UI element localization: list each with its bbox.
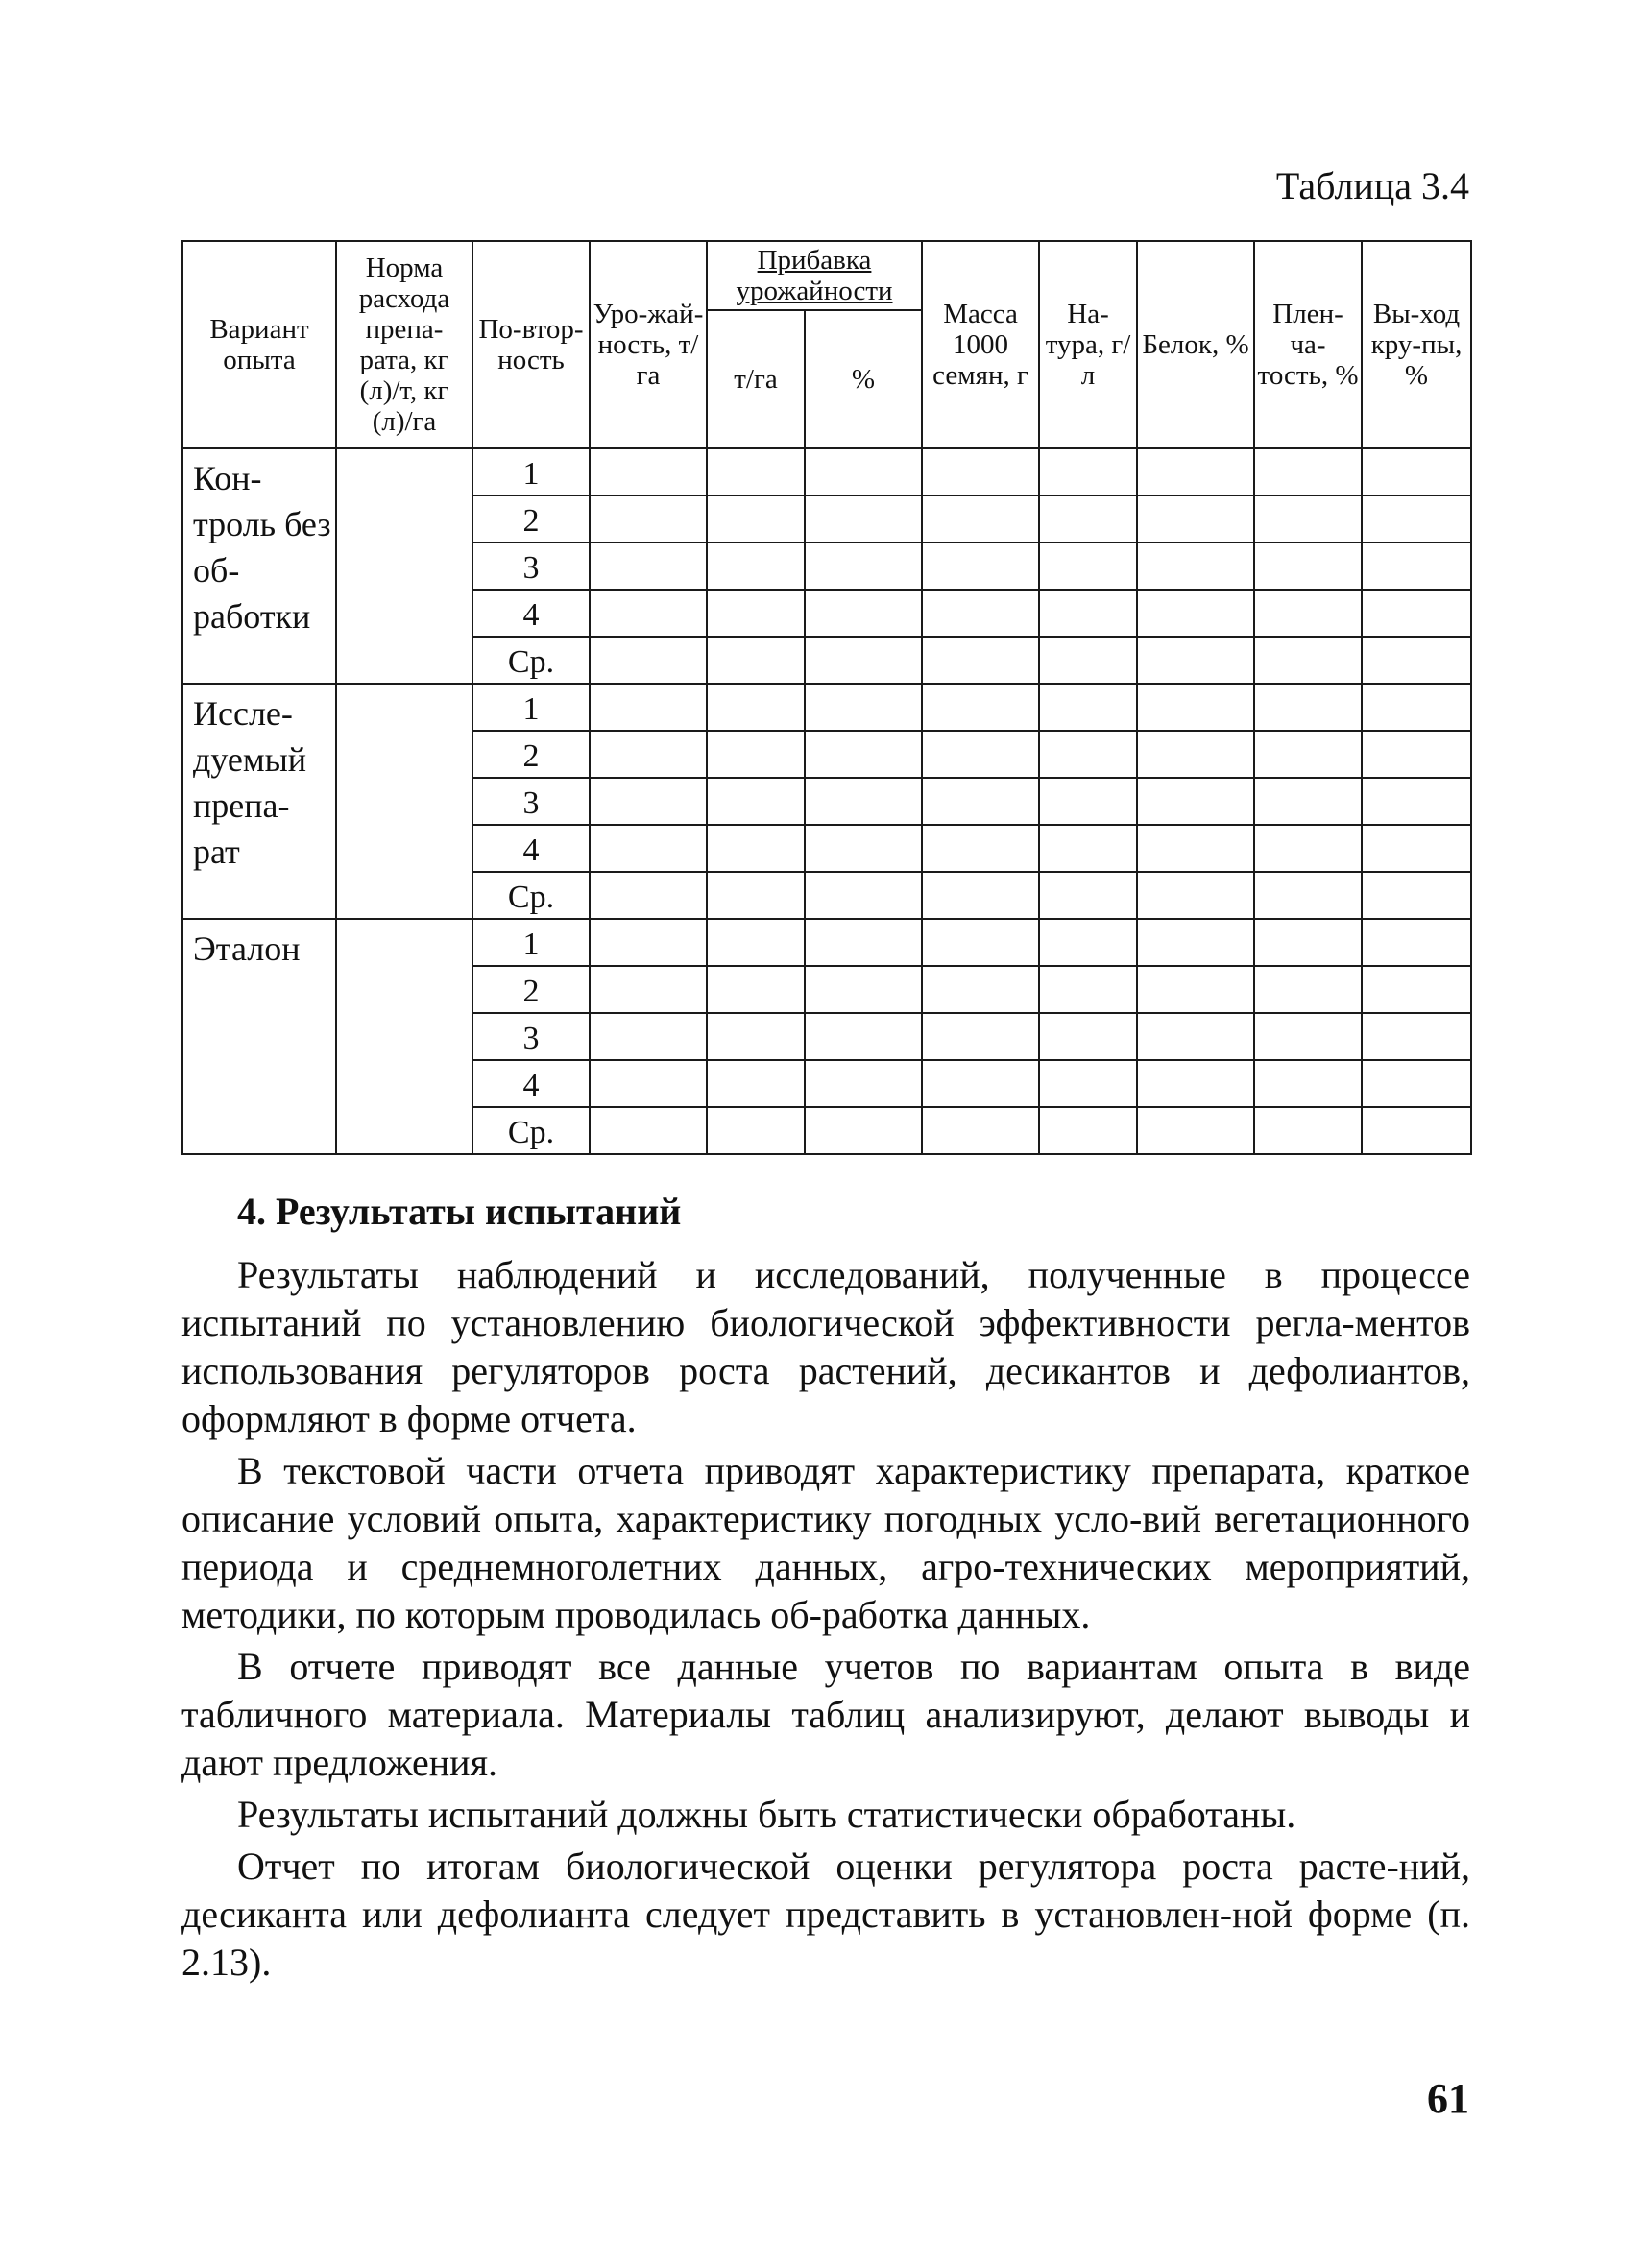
- value-cell: [1039, 919, 1137, 966]
- value-cell: [1254, 448, 1362, 495]
- value-cell: [590, 872, 707, 919]
- repetition-cell: 2: [472, 966, 590, 1013]
- value-cell: [590, 1060, 707, 1107]
- value-cell: [590, 825, 707, 872]
- norm-cell: [336, 448, 472, 684]
- value-cell: [707, 825, 805, 872]
- value-cell: [707, 731, 805, 778]
- paragraph: Отчет по итогам биологической оценки регулятора роста расте-ний, десиканта или дефолианта следует представить в установлен-ной форме (п. 2.13).: [181, 1845, 1470, 1984]
- value-cell: [1039, 637, 1137, 684]
- value-cell: [922, 1107, 1039, 1154]
- body-text: [181, 1251, 1470, 1991]
- value-cell: [1362, 1013, 1471, 1060]
- value-cell: [1362, 448, 1471, 495]
- value-cell: [1362, 778, 1471, 825]
- paragraph: В отчете приводят все данные учетов по вариантам опыта в виде табличного материала. Материалы таблиц анализируют, делают выводы и дают предложения.: [181, 1645, 1470, 1784]
- value-cell: [707, 590, 805, 637]
- repetition-cell: 2: [472, 731, 590, 778]
- value-cell: [1137, 1060, 1254, 1107]
- value-cell: [707, 1107, 805, 1154]
- value-cell: [1254, 966, 1362, 1013]
- header-mass1000: Масса 1000 семян, г: [922, 241, 1039, 448]
- value-cell: [707, 966, 805, 1013]
- value-cell: [1039, 731, 1137, 778]
- value-cell: [922, 778, 1039, 825]
- paragraph: Результаты испытаний должны быть статистически обработаны.: [237, 1793, 1296, 1836]
- value-cell: [805, 448, 922, 495]
- header-variant: Вариант опыта: [182, 241, 336, 448]
- value-cell: [1039, 543, 1137, 590]
- value-cell: [1137, 637, 1254, 684]
- value-cell: [805, 731, 922, 778]
- value-cell: [1254, 495, 1362, 543]
- value-cell: [1362, 495, 1471, 543]
- value-cell: [1362, 919, 1471, 966]
- repetition-cell: 4: [472, 825, 590, 872]
- value-cell: [1254, 919, 1362, 966]
- value-cell: [1137, 1107, 1254, 1154]
- value-cell: [590, 778, 707, 825]
- value-cell: [922, 731, 1039, 778]
- value-cell: [1039, 872, 1137, 919]
- paragraph: В текстовой части отчета приводят характеристику препарата, краткое описание условий опыта, характеристику погодных усло-вий вегетационного периода и среднемноголетних данных, агро-технических мероприятий, методики, по которым проводилась об-работка данных.: [181, 1449, 1470, 1636]
- value-cell: [1362, 966, 1471, 1013]
- header-yield: Уро-жай-ность, т/га: [590, 241, 707, 448]
- repetition-cell: 2: [472, 495, 590, 543]
- value-cell: [922, 495, 1039, 543]
- value-cell: [805, 590, 922, 637]
- header-protein: Белок, %: [1137, 241, 1254, 448]
- value-cell: [1137, 919, 1254, 966]
- value-cell: [805, 543, 922, 590]
- value-cell: [1137, 495, 1254, 543]
- variant-cell: Кон-троль без об-работки: [182, 448, 336, 684]
- value-cell: [707, 872, 805, 919]
- value-cell: [1039, 448, 1137, 495]
- value-cell: [1039, 966, 1137, 1013]
- value-cell: [1137, 684, 1254, 731]
- value-cell: [707, 637, 805, 684]
- value-cell: [707, 1013, 805, 1060]
- header-grits-yield: Вы-ход кру-пы, %: [1362, 241, 1471, 448]
- value-cell: [1254, 543, 1362, 590]
- header-increase-pct: %: [805, 310, 922, 448]
- value-cell: [1254, 825, 1362, 872]
- value-cell: [590, 966, 707, 1013]
- value-cell: [1039, 778, 1137, 825]
- header-norm: Норма расхода препа-рата, кг (л)/т, кг (л)/га: [336, 241, 472, 448]
- value-cell: [805, 1060, 922, 1107]
- repetition-cell: 1: [472, 919, 590, 966]
- value-cell: [805, 495, 922, 543]
- value-cell: [805, 966, 922, 1013]
- value-cell: [922, 1060, 1039, 1107]
- value-cell: [922, 637, 1039, 684]
- value-cell: [1137, 825, 1254, 872]
- repetition-cell: 4: [472, 1060, 590, 1107]
- value-cell: [1254, 731, 1362, 778]
- results-table: [181, 240, 1472, 1155]
- value-cell: [1362, 731, 1471, 778]
- norm-cell: [336, 919, 472, 1154]
- value-cell: [1137, 543, 1254, 590]
- value-cell: [1254, 684, 1362, 731]
- value-cell: [1137, 448, 1254, 495]
- table-row: [182, 448, 1471, 495]
- value-cell: [805, 684, 922, 731]
- value-cell: [1039, 1107, 1137, 1154]
- value-cell: [1362, 684, 1471, 731]
- value-cell: [805, 872, 922, 919]
- paragraph: Результаты наблюдений и исследований, полученные в процессе испытаний по установлению биологической эффективности регла-ментов использования регуляторов роста растений, десикантов и дефолиантов, оформляют в форме отчета.: [181, 1253, 1470, 1440]
- value-cell: [590, 543, 707, 590]
- value-cell: [1254, 872, 1362, 919]
- repetition-cell: 3: [472, 778, 590, 825]
- value-cell: [922, 919, 1039, 966]
- value-cell: [707, 448, 805, 495]
- repetition-cell: 3: [472, 1013, 590, 1060]
- value-cell: [1254, 778, 1362, 825]
- header-repetition: По-втор-ность: [472, 241, 590, 448]
- value-cell: [805, 637, 922, 684]
- value-cell: [805, 1107, 922, 1154]
- header-filminess: Плен-ча-тость, %: [1254, 241, 1362, 448]
- value-cell: [707, 543, 805, 590]
- value-cell: [922, 825, 1039, 872]
- value-cell: [1362, 825, 1471, 872]
- value-cell: [922, 966, 1039, 1013]
- value-cell: [922, 543, 1039, 590]
- header-increase-tha: т/га: [707, 310, 805, 448]
- value-cell: [1039, 1060, 1137, 1107]
- table-row: [182, 684, 1471, 731]
- value-cell: [707, 778, 805, 825]
- value-cell: [1039, 825, 1137, 872]
- value-cell: [707, 1060, 805, 1107]
- repetition-cell: Ср.: [472, 872, 590, 919]
- repetition-cell: Ср.: [472, 1107, 590, 1154]
- repetition-cell: 1: [472, 448, 590, 495]
- header-row: [182, 241, 1471, 310]
- value-cell: [1254, 1013, 1362, 1060]
- value-cell: [1254, 1107, 1362, 1154]
- value-cell: [590, 684, 707, 731]
- value-cell: [805, 919, 922, 966]
- value-cell: [1039, 684, 1137, 731]
- value-cell: [590, 731, 707, 778]
- value-cell: [1362, 1060, 1471, 1107]
- value-cell: [1137, 590, 1254, 637]
- value-cell: [590, 919, 707, 966]
- section-title: 4. Результаты испытаний: [237, 1190, 682, 1233]
- table-row: [182, 919, 1471, 966]
- value-cell: [1039, 1013, 1137, 1060]
- header-increase: [707, 241, 922, 310]
- norm-cell: [336, 684, 472, 919]
- value-cell: [1254, 1060, 1362, 1107]
- value-cell: [1137, 731, 1254, 778]
- table-body: [182, 448, 1471, 1154]
- value-cell: [922, 448, 1039, 495]
- repetition-cell: Ср.: [472, 637, 590, 684]
- value-cell: [922, 872, 1039, 919]
- value-cell: [1039, 495, 1137, 543]
- value-cell: [922, 684, 1039, 731]
- repetition-cell: 3: [472, 543, 590, 590]
- table-caption: Таблица 3.4: [1275, 164, 1469, 207]
- value-cell: [1039, 590, 1137, 637]
- value-cell: [922, 590, 1039, 637]
- value-cell: [707, 919, 805, 966]
- value-cell: [707, 495, 805, 543]
- value-cell: [1254, 590, 1362, 637]
- value-cell: [590, 590, 707, 637]
- value-cell: [1362, 543, 1471, 590]
- value-cell: [1362, 872, 1471, 919]
- value-cell: [922, 1013, 1039, 1060]
- value-cell: [1137, 778, 1254, 825]
- value-cell: [590, 1013, 707, 1060]
- variant-cell: Иссле-дуемый препа-рат: [182, 684, 336, 919]
- value-cell: [1362, 637, 1471, 684]
- repetition-cell: 4: [472, 590, 590, 637]
- variant-cell: Эталон: [182, 919, 336, 1154]
- value-cell: [1137, 872, 1254, 919]
- value-cell: [805, 1013, 922, 1060]
- repetition-cell: 1: [472, 684, 590, 731]
- page-number: 61: [1427, 2075, 1469, 2122]
- value-cell: [590, 1107, 707, 1154]
- value-cell: [1254, 637, 1362, 684]
- value-cell: [707, 684, 805, 731]
- value-cell: [1362, 590, 1471, 637]
- value-cell: [590, 448, 707, 495]
- value-cell: [1137, 1013, 1254, 1060]
- value-cell: [805, 825, 922, 872]
- value-cell: [590, 637, 707, 684]
- value-cell: [1362, 1107, 1471, 1154]
- value-cell: [590, 495, 707, 543]
- value-cell: [805, 778, 922, 825]
- value-cell: [1137, 966, 1254, 1013]
- header-increase-label: Прибавка урожайности: [736, 245, 893, 306]
- header-natura: На-тура, г/л: [1039, 241, 1137, 448]
